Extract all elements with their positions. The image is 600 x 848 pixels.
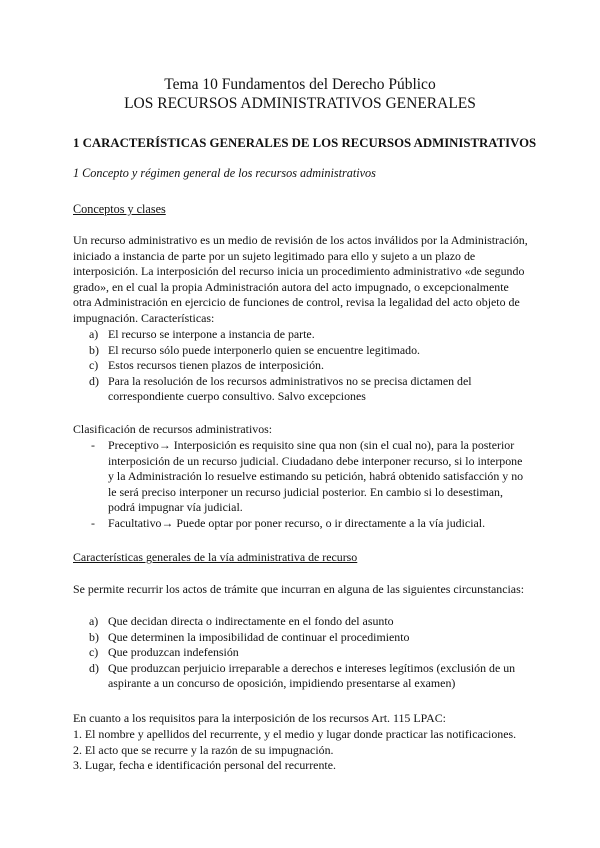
list-item: a) Que decidan directa o indirectamente en el fondo del asunto	[89, 614, 394, 628]
caracteristicas-intro: Se permite recurrir los actos de trámite que incurran en alguna de las siguientes circunstancias:	[73, 582, 525, 596]
list-item: b) Que determinen la imposibilidad de continuar el procedimiento	[89, 629, 410, 644]
circunstancias-list	[73, 614, 528, 692]
section-subheading: 1 Concepto y régimen general de los recursos administrativos	[73, 166, 376, 180]
list-item: 3. Lugar, fecha e identificación personal del recurrente.	[73, 758, 336, 773]
list-item: d) Para la resolución de los recursos administrativos no se precisa dictamen del correspondiente cuerpo consultivo. Salvo excepciones	[89, 373, 472, 404]
document-subtitle: LOS RECURSOS ADMINISTRATIVOS GENERALES	[124, 95, 476, 112]
requisitos-intro: En cuanto a los requisitos para la interposición de los recursos Art. 115 LPAC:	[73, 711, 446, 725]
clasificacion-list	[73, 438, 528, 532]
clasificacion-intro: Clasificación de recursos administrativos:	[73, 422, 273, 436]
conceptos-heading: Conceptos y clases	[73, 202, 166, 216]
list-item: 1. El nombre y apellidos del recurrente, y el medio y lugar donde practicar las notificaciones.	[73, 727, 517, 741]
requisitos-list	[73, 727, 543, 774]
conceptos-paragraph: Un recurso administrativo es un medio de revisión de los actos inválidos por la Administración, iniciado a instancia de parte por un sujeto legitimado para ello y sujeto a un plazo de interposición. La interposición del recurso inicia un procedimiento administrativo «de segundo grado», en el cual la propia Administración autora del acto impugnado, o excepcionalmente otra Administración en ejercicio de funciones de control, revisa la legalidad del acto objeto de impugnación. Características:	[73, 233, 528, 325]
list-item: c) Estos recursos tienen plazos de interposición.	[89, 358, 324, 373]
list-item: c) Que produzcan indefensión	[89, 645, 239, 660]
section-heading: 1 CARACTERÍSTICAS GENERALES DE LOS RECURSOS ADMINISTRATIVOS	[73, 136, 537, 150]
caracteristicas-list	[73, 327, 528, 405]
list-item: a) El recurso se interpone a instancia de parte.	[89, 327, 315, 341]
list-item: - Facultativo→ Puede optar por poner recurso, o ir directamente a la vía judicial.	[91, 515, 486, 530]
document-title: Tema 10 Fundamentos del Derecho Público	[164, 76, 436, 93]
list-item: d) Que produzcan perjuicio irreparable a derechos e intereses legítimos (exclusión de un aspirante a un concurso de oposición, impidiendo presentarse al examen)	[89, 660, 516, 691]
list-item: - Preceptivo→ Interposición es requisito sine qua non (sin el cual no), para la posterior interposición de un recurso judicial. Ciudadano debe interponer recurso, si lo interpone y la Administración lo resuelve estimando su petición, habrá obtenido satisfacción y no le será preciso interponer un recurso judicial posterior. En cambio si lo desestiman, podrá impugnar vía judicial.	[91, 438, 524, 515]
list-item: 2. El acto que se recurre y la razón de su impugnación.	[73, 742, 334, 757]
caracteristicas-heading: Características generales de la vía administrativa de recurso	[73, 550, 358, 564]
list-item: b) El recurso sólo puede interponerlo quien se encuentre legitimado.	[89, 342, 421, 357]
